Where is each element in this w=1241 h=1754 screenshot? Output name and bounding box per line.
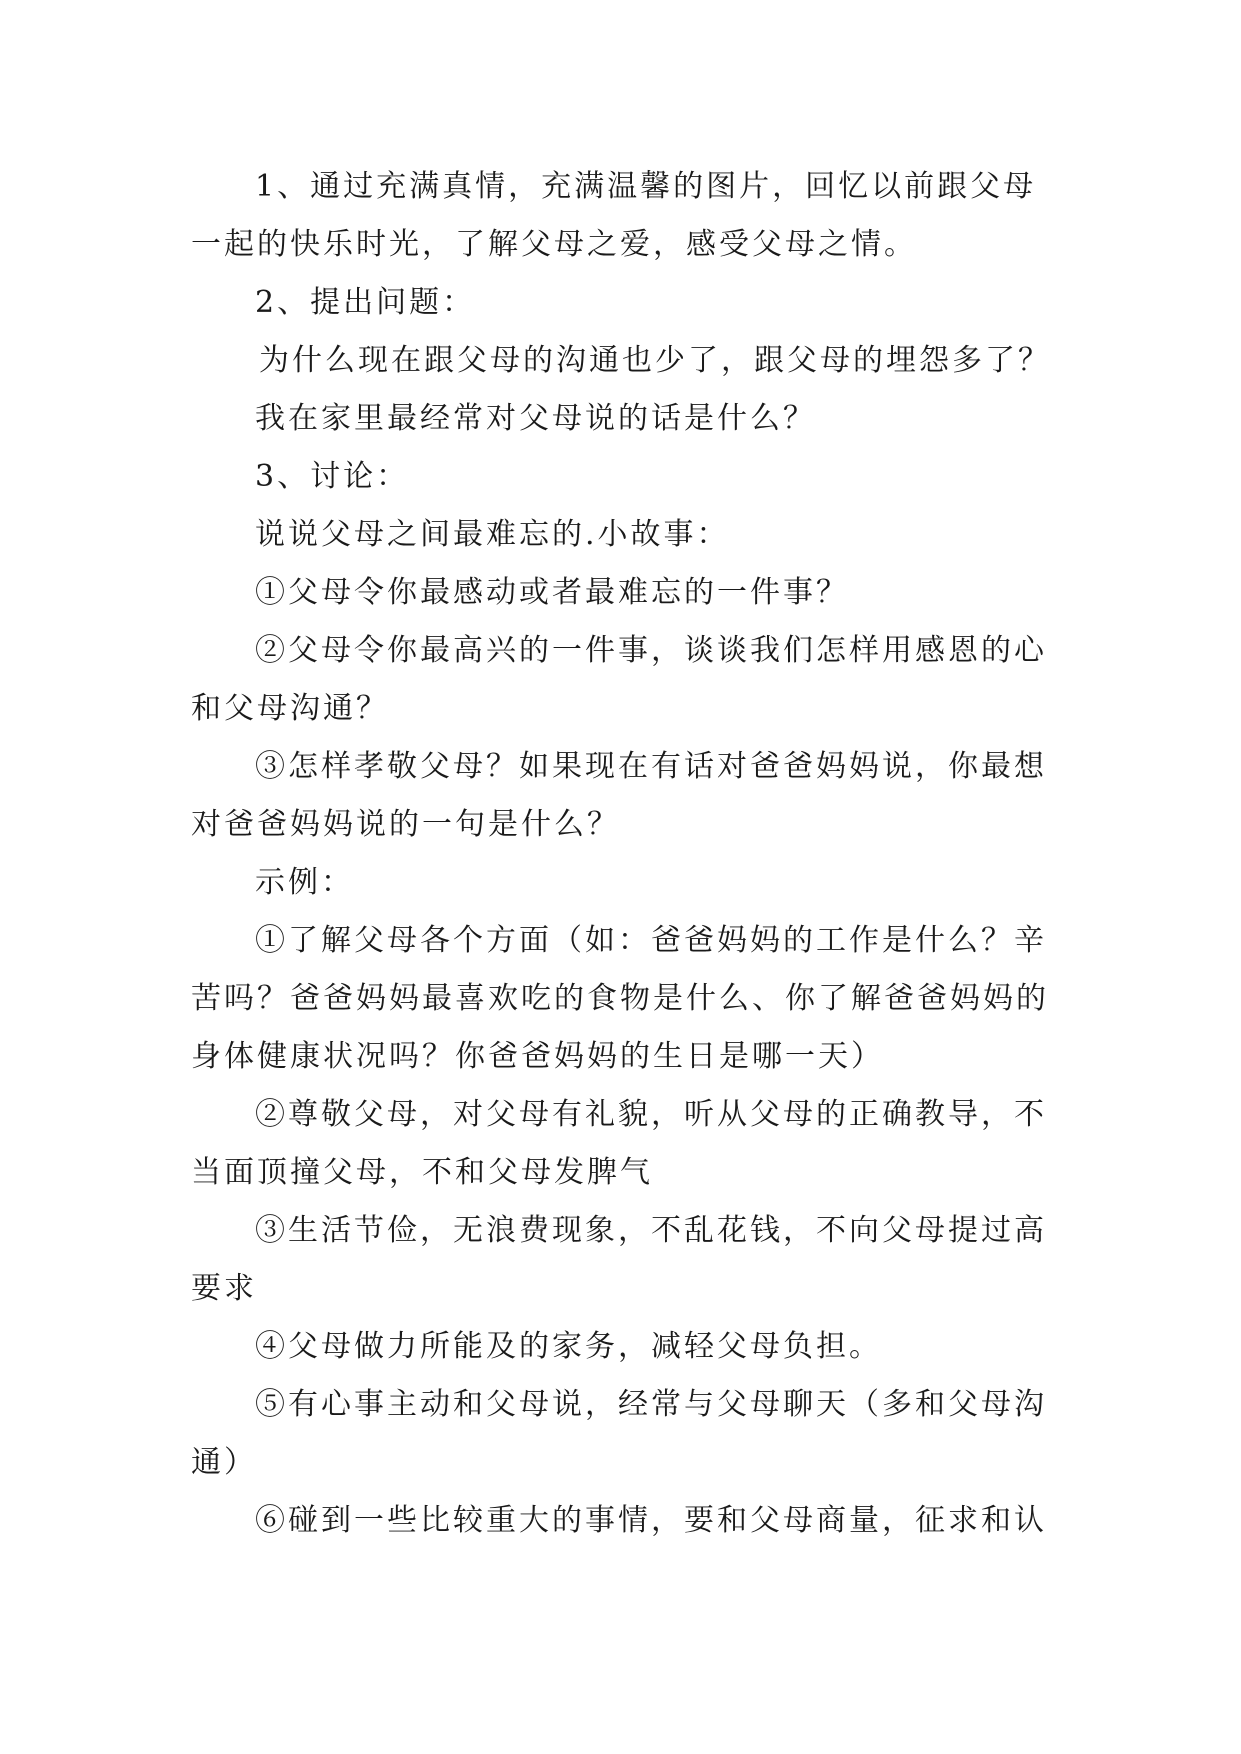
list-item-line: ①了解父母各个方面（如：爸爸妈妈的工作是什么？辛 — [255, 923, 1047, 958]
list-item-line: 身体健康状况吗？你爸爸妈妈的生日是哪一天） — [191, 1039, 884, 1074]
list-item-line: ③生活节俭，无浪费现象，不乱花钱，不向父母提过高 — [255, 1213, 1047, 1248]
list-item-line: ⑥碰到一些比较重大的事情，要和父母商量，征求和认 — [255, 1503, 1047, 1538]
list-item-line: ⑤有心事主动和父母说，经常与父母聊天（多和父母沟 — [255, 1387, 1047, 1422]
question-line: 我在家里最经常对父母说的话是什么？ — [255, 401, 816, 436]
section-heading: 3、讨论： — [255, 459, 410, 494]
paragraph-line: 1、通过充满真情，充满温馨的图片，回忆以前跟父母 — [255, 169, 1037, 204]
paragraph-line: 一起的快乐时光，了解父母之爱，感受父母之情。 — [191, 227, 917, 262]
list-item-line: 苦吗？爸爸妈妈最喜欢吃的食物是什么、你了解爸爸妈妈的 — [191, 981, 1049, 1016]
list-item-line: 要求 — [191, 1271, 257, 1306]
list-item-line: ②父母令你最高兴的一件事，谈谈我们怎样用感恩的心 — [255, 633, 1047, 668]
document-body — [191, 158, 1051, 1550]
section-heading: 示例： — [255, 865, 354, 900]
list-item-line: ①父母令你最感动或者最难忘的一件事？ — [255, 575, 849, 610]
list-item-line: 通） — [191, 1445, 257, 1480]
section-heading: 2、提出问题： — [255, 285, 476, 320]
list-item-line: ④父母做力所能及的家务，减轻父母负担。 — [255, 1329, 882, 1364]
list-item-line: ③怎样孝敬父母？如果现在有话对爸爸妈妈说，你最想 — [255, 749, 1047, 784]
list-item-line: 当面顶撞父母，不和父母发脾气 — [191, 1155, 653, 1190]
list-item-line: 对爸爸妈妈说的一句是什么？ — [191, 807, 620, 842]
question-line: 为什么现在跟父母的沟通也少了，跟父母的埋怨多了？ — [259, 343, 1051, 378]
paragraph-line: 说说父母之间最难忘的.小故事： — [255, 517, 730, 552]
list-item-line: 和父母沟通？ — [191, 691, 389, 726]
list-item-line: ②尊敬父母，对父母有礼貌，听从父母的正确教导，不 — [255, 1097, 1047, 1132]
